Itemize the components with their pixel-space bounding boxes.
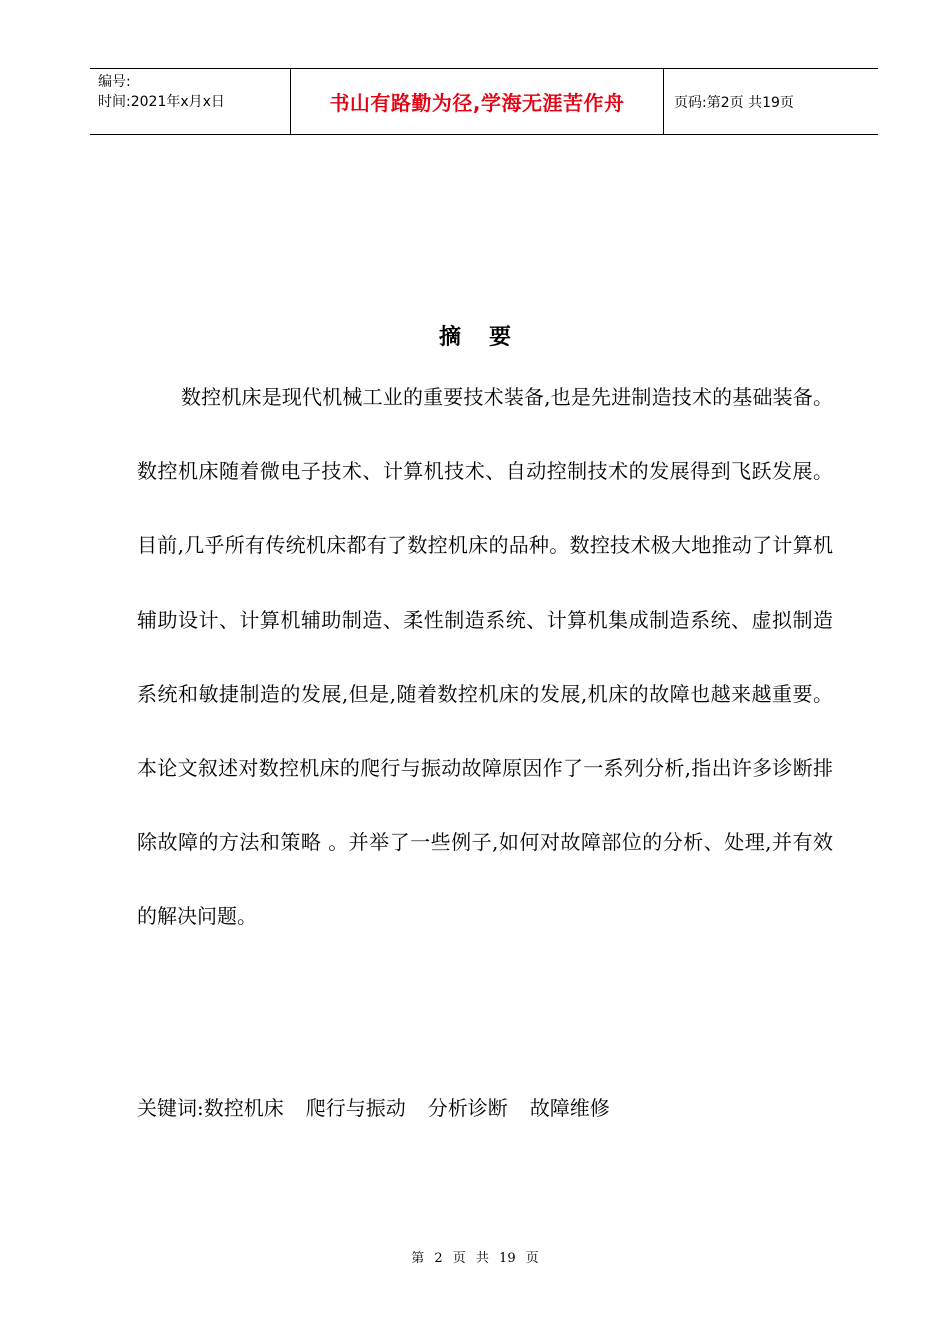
keywords-line bbox=[137, 1092, 632, 1121]
header-page-cell bbox=[664, 69, 878, 134]
keyword-item: 数控机床 bbox=[203, 1096, 284, 1120]
page-code-text: 页码:第2页 共19页 bbox=[674, 94, 794, 111]
motto-text: 书山有路勤为径,学海无涯苦作舟 bbox=[329, 91, 625, 115]
page-header bbox=[90, 68, 878, 135]
abstract-body: 数控机床是现代机械工业的重要技术装备,也是先进制造技术的基础装备。数控机床随着微电子技术、计算机技术、自动控制技术的发展得到飞跃发展。目前,几乎所有传统机床都有了数控机床的品种。数控技术极大地推动了计算机辅助设计、计算机辅助制造、柔性制造系统、计算机集成制造系统、虚拟制造系统和敏捷制造的发展,但是,随着数控机床的发展,机床的故障也越来越重要。本论文叙述对数控机床的爬行与振动故障原因作了一系列分析,指出许多诊断排除故障的方法和策略 。并举了一些例子,如何对故障部位的分析、处理,并有效的解决问题。 bbox=[137, 385, 833, 929]
keyword-item: 分析诊断 bbox=[427, 1096, 508, 1120]
keywords-label: 关键词: bbox=[137, 1096, 204, 1120]
keyword-item: 爬行与振动 bbox=[305, 1096, 406, 1120]
abstract-title: 摘要 bbox=[438, 325, 539, 350]
date-label: 时间:2021年x月x日 bbox=[98, 94, 225, 110]
page-footer: 第 2 页 共 19 页 bbox=[411, 1251, 539, 1266]
header-motto-cell bbox=[291, 69, 664, 134]
serial-number-label: 编号: bbox=[98, 74, 131, 90]
keyword-item: 故障维修 bbox=[529, 1096, 610, 1120]
header-meta-cell bbox=[90, 69, 291, 134]
